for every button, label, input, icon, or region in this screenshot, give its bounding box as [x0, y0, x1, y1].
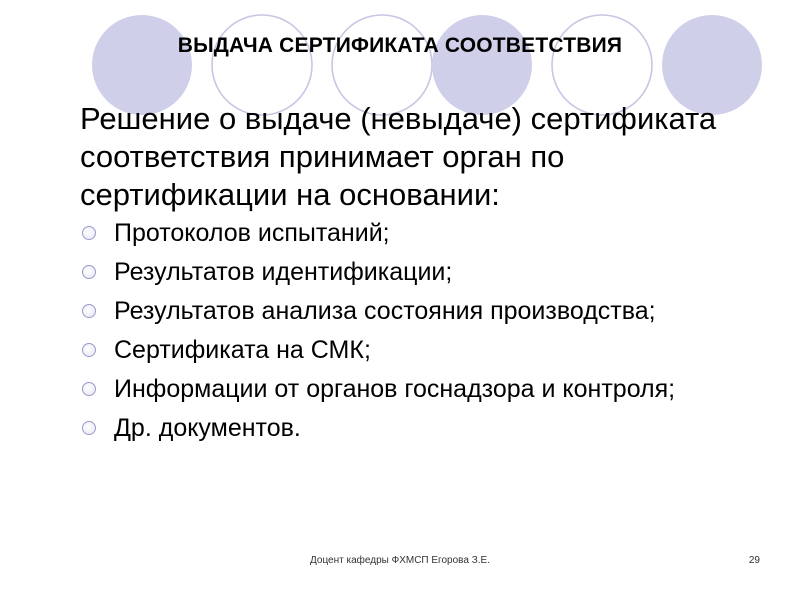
bullet-circle-icon [82, 265, 96, 279]
list-item [80, 335, 760, 366]
bullet-circle-icon [82, 343, 96, 357]
bullet-list [80, 218, 760, 452]
intro-text: Решение о выдаче (невыдаче) сертификата соответствия принимает орган по сертификации на основании: [80, 101, 717, 212]
list-item-text: Др. документов. [114, 414, 301, 442]
list-item [80, 413, 760, 444]
list-item [80, 257, 760, 288]
list-item-text: Сертификата на СМК; [114, 336, 371, 364]
bullet-circle-icon [82, 421, 96, 435]
page-number: 29 [748, 555, 760, 566]
list-item [80, 374, 760, 405]
slide-title: ВЫДАЧА СЕРТИФИКАТА СООТВЕТСТВИЯ [177, 34, 623, 57]
list-item [80, 296, 760, 327]
list-item-text: Результатов идентификации; [114, 258, 453, 286]
footer-author: Доцент кафедры ФХМСП Егорова З.Е. [310, 555, 490, 566]
list-item-text: Результатов анализа состояния производства; [114, 297, 656, 325]
list-item [80, 218, 760, 249]
list-item-text: Протоколов испытаний; [114, 219, 390, 247]
list-item-text: Информации от органов госнадзора и контроля; [114, 375, 676, 403]
bullet-circle-icon [82, 304, 96, 318]
bullet-circle-icon [82, 382, 96, 396]
bullet-circle-icon [82, 226, 96, 240]
